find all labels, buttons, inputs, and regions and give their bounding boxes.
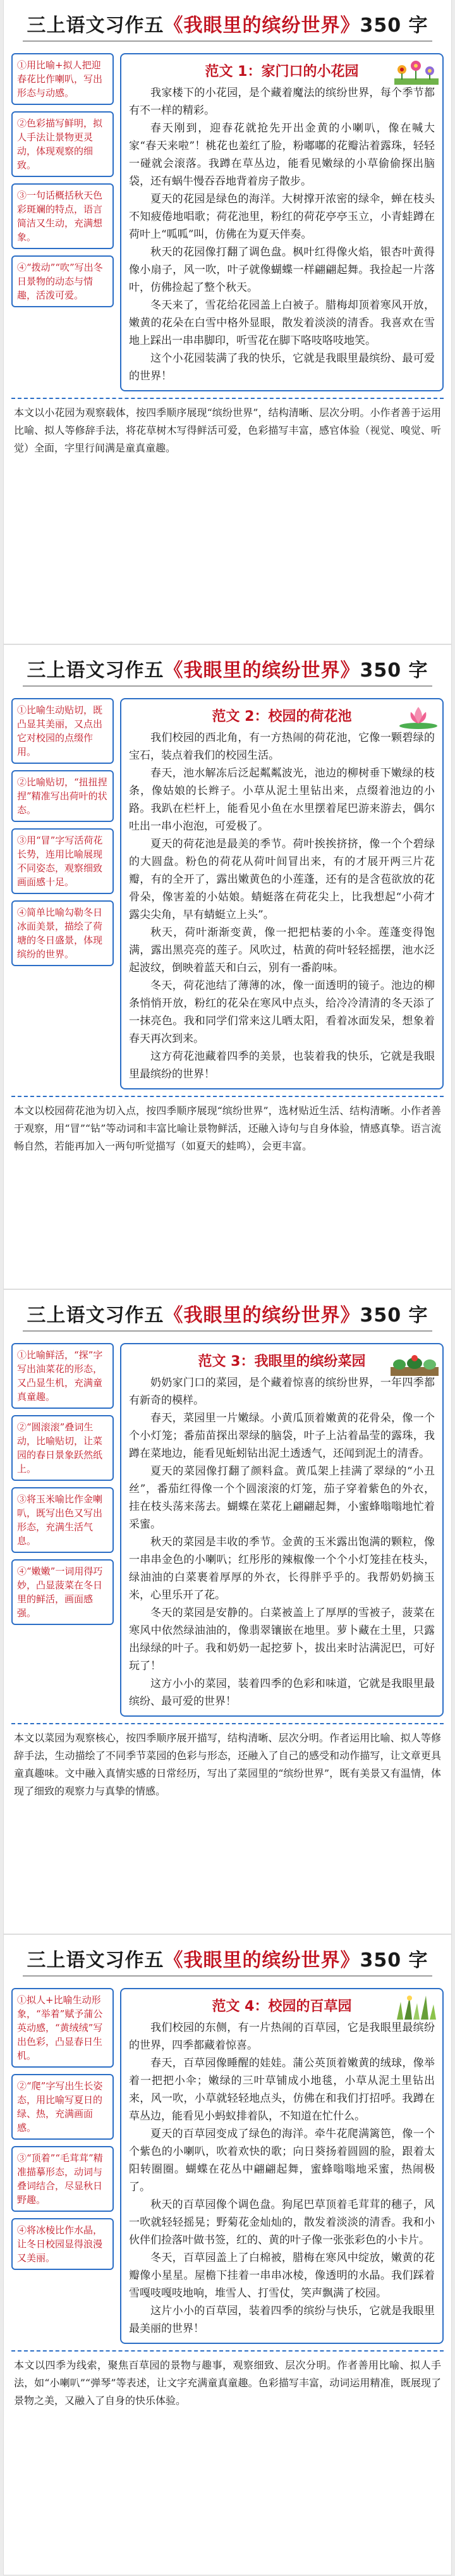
title-suffix: 350 字 [360, 1304, 428, 1327]
title-underline [23, 1975, 432, 1977]
essay-paragraph: 夏天的菜园像打翻了颜料盒。黄瓜架上挂满了翠绿的“小丑丝”，番茄红得像一个个圆滚滚的灯笼，茄子穿着紫色的外衣，挂在枝头荡来荡去。蝴蝶在菜花上翩翩起舞，小蜜蜂嗡嗡地忙着采蜜。 [129, 1465, 435, 1531]
card-header [4, 1935, 451, 1982]
tip-box: ④“拨动”“吹”写出冬日景物的动态与情趣，活泼可爱。 [11, 255, 114, 307]
grass-icon [394, 1992, 439, 2020]
title-quote: 《我眼里的缤纷世界》 [164, 1949, 360, 1972]
essay-paragraph: 秋天的百草园像个调色盘。狗尾巴草顶着毛茸茸的穗子，风一吹就轻轻摇晃；野菊花金灿灿的，散发着淡淡的清香。我和小伙伴们捡落叶做书签，红的、黄的叶子像一张张彩色的小卡片。 [129, 2199, 435, 2247]
essay-paragraph: 我们校园的西北角，有一方热闹的荷花池，它像一颗碧绿的宝石，装点着我们的校园生活。 [129, 732, 435, 762]
lotus-icon [398, 702, 439, 730]
tip-box: ③将玉米喻比作金喇叭，既写出色又写出形态，充满生活气息。 [11, 1487, 114, 1553]
card-title [27, 1299, 428, 1327]
title-underline [23, 1330, 432, 1332]
vegetable-garden-icon [391, 1347, 439, 1376]
title-suffix: 350 字 [360, 15, 428, 37]
tips-column [11, 53, 114, 391]
summary-comment: 本文以四季为线索，聚焦百草园的景物与趣事，观察细致、层次分明。作者善用比喻、拟人手法，如“小喇叭”“弹琴”等表述，让文字充满童真童趣。色彩描写丰富，动词运用精准，既展现了景物之美，又融入了自身的快乐体验。 [11, 2350, 444, 2416]
essay-paragraph: 冬天的菜园是安静的。白菜被盖上了厚厚的雪被子，菠菜在寒风中依然绿油油的，像翡翠镶嵌在地里。萝卜藏在土里，只露出绿绿的叶子。我和奶奶一起挖萝卜，拔出来时沾满泥巴，可好玩了！ [129, 1607, 435, 1672]
card-body [4, 692, 451, 1089]
essay-paragraph: 夏天的百草园变成了绿色的海洋。牵牛花爬满篱笆，像一个个紫色的小喇叭，吹着欢快的歌；向日葵扬着圆圆的脸，跟着太阳转圈圈。蝴蝶在花丛中翩翩起舞，蜜蜂嗡嗡地采蜜，热闹极了。 [129, 2128, 435, 2193]
tip-box: ②比喻贴切，“扭扭捏捏”精准写出荷叶的状态。 [11, 770, 114, 822]
title-prefix: 三上语文习作五 [27, 1304, 164, 1327]
essay-paragraph: 春天，菜园里一片嫩绿。小黄瓜顶着嫩黄的花骨朵，像一个个小灯笼；番茄苗探出翠绿的脑袋，叶子上沾着晶莹的露珠，我蹲在菜地边，能看见蚯蚓钻出泥土透透气，还闻到泥土的清香。 [129, 1412, 435, 1460]
essay-paragraph: 夏天的荷花池是最美的季节。荷叶挨挨挤挤，像一个个碧绿的大圆盘。粉色的荷花从荷叶间冒出来，有的才展开两三片花瓣，有的全开了，露出嫩黄色的小莲蓬，还有的是含苞欲放的花骨朵，像害羞的小姑娘。蜻蜓落在荷花尖上，比我想起“小荷才露尖尖角，早有蜻蜓立上头”。 [129, 838, 435, 921]
essay-paragraph: 我家楼下的小花园，是个藏着魔法的缤纷世界，每个季节都有不一样的精彩。 [129, 87, 435, 117]
tip-box: ③用“冒”字写活荷花长势，连用比喻展现不同姿态，观察细致画面感十足。 [11, 828, 114, 894]
tip-box: ①拟人+比喻生动形象，“举着”赋予蒲公英动感，“黄绒绒”写出色彩，凸显春日生机。 [11, 1988, 114, 2068]
tip-box: ②“圆滚滚”叠词生动，比喻贴切，让菜园的春日景象跃然纸上。 [11, 1415, 114, 1481]
essay-paragraph: 冬天来了，雪花给花园盖上白被子。腊梅却顶着寒风开放，嫩黄的花朵在白雪中格外显眼，散发着淡淡的清香。我喜欢在雪地上踩出一串串脚印，听雪花在脚下咯吱咯吱地笑。 [129, 299, 435, 347]
tip-box: ①比喻生动贴切，既凸显其美丽，又点出它对校园的点缀作用。 [11, 698, 114, 764]
title-suffix: 350 字 [360, 659, 428, 682]
card-header [4, 645, 451, 692]
essay-paragraph: 冬天，荷花池结了薄薄的冰，像一面透明的镜子。池边的柳条悄悄开放，粉红的花朵在寒风中点头，给冷冷清清的冬天添了一抹亮色。我和同学们常来这儿晒太阳，看着冰面发呆，想象着春天再次到来。 [129, 979, 435, 1045]
card-title [27, 654, 428, 682]
essay-card-1 [4, 0, 451, 644]
essay-box [120, 1988, 444, 2344]
essay-box [120, 53, 444, 391]
essay-paragraph: 这方荷花池藏着四季的美景，也装着我的快乐，它就是我眼里最缤纷的世界！ [129, 1050, 435, 1081]
essay-card-4 [4, 1935, 451, 2575]
tips-column [11, 1343, 114, 1717]
essay-paragraph: 秋天的菜园是丰收的季节。金黄的玉米露出饱满的颗粒，像一串串金色的小喇叭；红彤彤的辣椒像一个个小灯笼挂在枝头，绿油油的白菜裹着厚厚的外衣，长得胖乎乎的。我帮奶奶摘玉米，心里乐开了花。 [129, 1536, 435, 1602]
tip-box: ④简单比喻勾勒冬日冰面美景，描绘了荷塘的冬日盛景，体现缤纷的世界。 [11, 900, 114, 966]
card-header [4, 0, 451, 47]
card-title [27, 1944, 428, 1972]
essay-title: 范文 3：我眼里的缤纷菜园 [198, 1354, 366, 1370]
title-prefix: 三上语文习作五 [27, 1949, 164, 1972]
card-header [4, 1290, 451, 1337]
essay-paragraph: 春天，池水解冻后泛起粼粼波光，池边的柳树垂下嫩绿的枝条，像姑娘的长辫子。小草从泥土里钻出来，点缀着池边的小路。我趴在栏杆上，能看见小鱼在水里摆着尾巴游来游去，偶尔吐出一串小泡泡，可爱极了。 [129, 767, 435, 833]
tip-box: ③一句话概括秋天色彩斑斓的特点，语言简洁又生动，充满想象。 [11, 183, 114, 249]
essay-paragraph: 奶奶家门口的菜园，是个藏着惊喜的缤纷世界，一年四季都有新奇的模样。 [129, 1377, 435, 1407]
title-prefix: 三上语文习作五 [27, 15, 164, 37]
essay-paragraph: 春天刚到，迎春花就抢先开出金黄的小喇叭，像在喊大家“春天来啦”！桃花也羞红了脸，粉嘟嘟的花瓣沾着露珠，轻轻一碰就会滚落。我蹲在草丛边，能看见嫩绿的小草偷偷探出脑袋，还有蜗牛慢吞吞地背着房子散步。 [129, 122, 435, 188]
essay-paragraph: 这片小小的百草园，装着四季的缤纷与快乐，它就是我眼里最美丽的世界！ [129, 2305, 435, 2335]
essay-paragraph: 春天，百草园像睡醒的娃娃。蒲公英顶着嫩黄的绒球，像举着一把把小伞；嫩绿的三叶草铺成小地毯，小草从泥土里钻出来，风一吹，小草就轻轻地点头，仿佛在和我们打招呼。我蹲在草丛边，能看见小蚂蚁排着队，不知道在忙什么。 [129, 2057, 435, 2123]
tip-box: ②色彩描写鲜明，拟人手法让景物更灵动，体现观察的细致。 [11, 111, 114, 177]
card-title [27, 9, 428, 37]
essay-box [120, 1343, 444, 1717]
title-quote: 《我眼里的缤纷世界》 [164, 659, 360, 682]
title-underline [23, 685, 432, 687]
tip-box: ④将冰棱比作水晶，让冬日校园显得浪漫又美丽。 [11, 2218, 114, 2270]
summary-comment: 本文以菜园为观察核心，按四季顺序展开描写，结构清晰、层次分明。作者运用比喻、拟人等修辞手法，生动描绘了不同季节菜园的色彩与形态，还融入了自己的感受和动作描写，让文章更具童真趣味。文中融入真情实感的日常经历，写出了菜园里的“缤纷世界”，既有美景又有温情，体现了细致的观察力与真挚的情感。 [11, 1723, 444, 1806]
essay-box [120, 698, 444, 1089]
title-underline [23, 40, 432, 42]
tip-box: ③“顶着”“毛茸茸”精准描摹形态，动词与叠词结合，尽显秋日野趣。 [11, 2146, 114, 2212]
essay-paragraph: 夏天的花园是绿色的海洋。大树撑开浓密的绿伞，蝉在枝头不知疲倦地唱歌；荷花池里，粉红的荷花亭亭玉立，小青蛙蹲在荷叶上“呱呱”叫，仿佛在为夏天伴奏。 [129, 193, 435, 241]
essay-card-3 [4, 1290, 451, 1934]
essay-paragraph: 冬天，百草园盖上了白棉被，腊梅在寒风中绽放，嫩黄的花瓣像小星星。屋檐下挂着一串串冰棱，像透明的水晶。我们踩着雪嘎吱嘎吱地响，堆雪人、打雪仗，笑声飘满了校园。 [129, 2252, 435, 2300]
title-quote: 《我眼里的缤纷世界》 [164, 15, 360, 37]
essay-paragraph: 这个小花园装满了我的快乐，它就是我眼里最缤纷、最可爱的世界！ [129, 352, 435, 383]
tip-box: ④“嫩嫩”一词用得巧妙，凸显菠菜在冬日里的鲜活，画面感强。 [11, 1559, 114, 1625]
essay-card-2 [4, 645, 451, 1289]
essay-title: 范文 4：校园的百草园 [212, 1999, 352, 2015]
card-body [4, 1982, 451, 2344]
tips-column [11, 698, 114, 1089]
title-quote: 《我眼里的缤纷世界》 [164, 1304, 360, 1327]
card-body [4, 47, 451, 391]
essay-title: 范文 2：校园的荷花池 [212, 709, 352, 725]
flower-garden-icon [394, 57, 439, 85]
tip-box: ①用比喻+拟人把迎春花比作喇叭，写出形态与动感。 [11, 53, 114, 105]
summary-comment: 本文以校园荷花池为切入点，按四季顺序展现“缤纷世界”，选材贴近生活、结构清晰。小作者善于观察，用“冒”“钻”等动词和丰富比喻让景物鲜活，还融入诗句与自身体验，情感真挚。语言流畅自然，若能再加入一两句听觉描写（如夏天的蛙鸣），会更丰富。 [11, 1096, 444, 1162]
essay-paragraph: 秋天的花园像打翻了调色盘。枫叶红得像火焰，银杏叶黄得像小扇子，风一吹，叶子就像蝴蝶一样翩翩起舞。我捡起一片落叶，仿佛捡起了整个秋天。 [129, 246, 435, 294]
tips-column [11, 1988, 114, 2344]
essay-paragraph: 我们校园的东侧，有一片热闹的百草园，它是我眼里最缤纷的世界，四季都藏着惊喜。 [129, 2021, 435, 2052]
card-body [4, 1337, 451, 1717]
essay-paragraph: 秋天，荷叶渐渐变黄，像一把把枯萎的小伞。莲蓬变得饱满，露出黑亮亮的莲子。风吹过，枯黄的荷叶轻轻摇摆，池水泛起波纹，倒映着蓝天和白云，别有一番韵味。 [129, 926, 435, 974]
title-suffix: 350 字 [360, 1949, 428, 1972]
essay-paragraph: 这方小小的菜园，装着四季的色彩和味道，它就是我眼里最缤纷、最可爱的世界！ [129, 1677, 435, 1708]
tip-box: ②“爬”字写出生长姿态，用比喻写夏日的绿、热，充满画面感。 [11, 2074, 114, 2140]
title-prefix: 三上语文习作五 [27, 659, 164, 682]
tip-box: ①比喻鲜活，“探”字写出油菜花的形态，又凸显生机，充满童真童趣。 [11, 1343, 114, 1409]
essay-title: 范文 1：家门口的小花园 [205, 64, 359, 80]
summary-comment: 本文以小花园为观察载体，按四季顺序展现“缤纷世界”，结构清晰、层次分明。小作者善于运用比喻、拟人等修辞手法，将花草树木写得鲜活可爱，色彩描写丰富，感官体验（视觉、嗅觉、听觉）全面，字里行间满是童真童趣。 [11, 398, 444, 463]
